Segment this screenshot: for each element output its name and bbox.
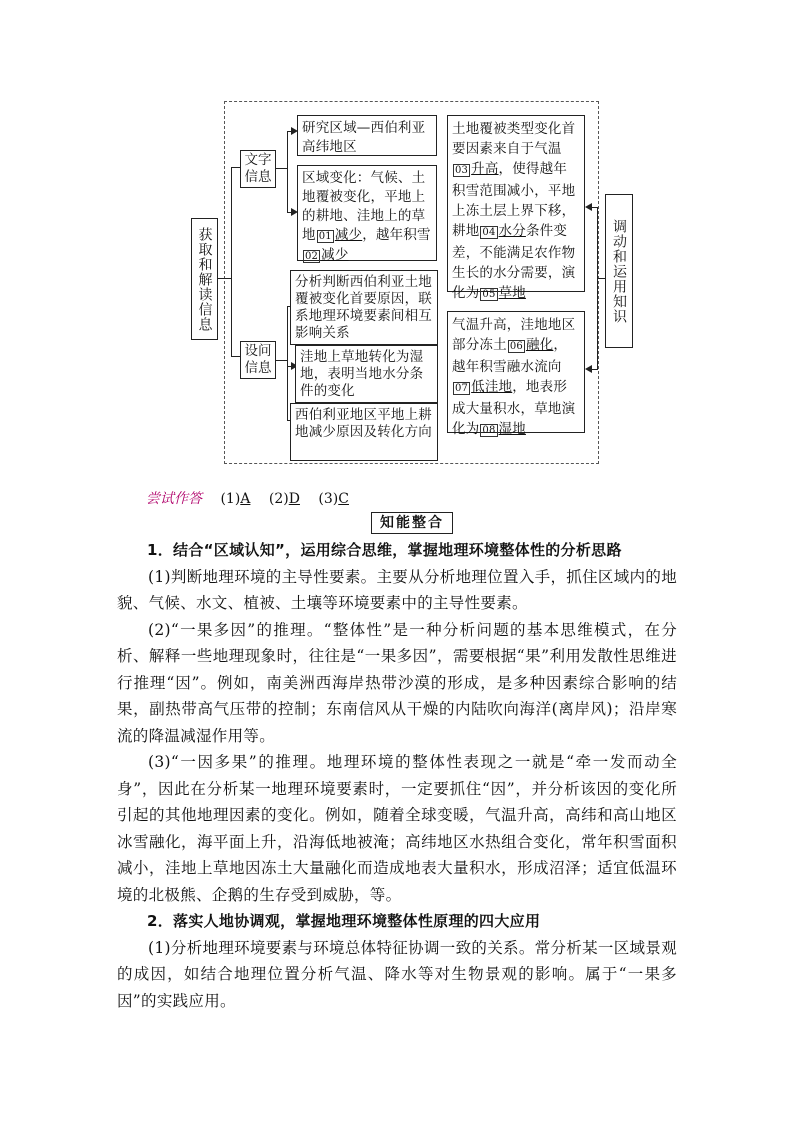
blank-number: 08 <box>482 425 496 436</box>
body-text <box>117 537 677 1014</box>
blank-number: 03 <box>455 165 469 176</box>
connector <box>591 207 598 208</box>
connector <box>287 131 288 213</box>
question-info-label: 设问信息 <box>240 341 276 379</box>
answer-blank: 水分 <box>498 223 526 239</box>
answer-1: (1)A <box>220 491 251 507</box>
research-area-box: 研究区域—西伯利亚高纬地区 <box>297 115 437 156</box>
question-box-3: 西伯利亚地区平地上耕地减少原因及转化方向 <box>290 403 438 461</box>
answer-row <box>146 488 363 508</box>
connector <box>276 168 287 169</box>
knowledge-box-1: 土地覆被类型变化首要因素来自于气温03 升高，使得越年积雪范围减小，平地上冻土层上界下移，耕地 04 水分条件变差，不能满足农作物生长的水分需要，演化为 05 草地 <box>447 115 585 292</box>
blank-number: 01 <box>318 231 332 242</box>
right-label: 调动和运用知识 <box>611 218 627 324</box>
connector <box>231 167 240 168</box>
paragraph-4: (1)分析地理环境要素与环境总体特征协调一致的关系。常分析某一区域景观的成因，如结合地理位置分析气温、降水等对生物景观的影响。属于“一果多因”的实践应用。 <box>117 938 677 1010</box>
left-label-box <box>191 218 218 340</box>
answer-blank: 草地 <box>498 285 526 301</box>
answer-blank: 融化 <box>525 337 554 353</box>
answer-blank: 减少 <box>334 227 363 243</box>
paragraph-3: (3)“一因多果”的推理。地理环境的整体性表现之一就是“牵一发而动全身”，因此在分析某一地理环境要素时，一定要抓住“因”，并分析该因的变化所引起的其他地理因素的变化。例如，随着全球变暖，气温升高，高纬和高山地区冰雪融化，海平面上升，沿海低地被淹；高纬地区水热组合变化，常年积雪面积减小，洼地上草地因冻土大量融化而造成地表大量积水，形成沼泽；适宜低温环境的北极熊、企鹅的生存受到威胁，等。 <box>117 753 677 904</box>
blank-number: 04 <box>482 227 496 238</box>
section-title: 知能整合 <box>371 512 453 534</box>
connector <box>276 360 287 361</box>
answer-label: 尝试作答 <box>146 491 202 507</box>
answer-blank: 减少 <box>321 247 349 263</box>
answer-blank: 升高 <box>471 161 499 177</box>
text-info-label: 文字信息 <box>240 150 276 188</box>
connector <box>231 356 240 357</box>
blank-number: 05 <box>482 289 496 300</box>
blank-number: 07 <box>455 383 469 394</box>
connector <box>218 278 232 279</box>
right-label-box <box>605 194 633 348</box>
left-label: 获取和解读信息 <box>196 226 213 332</box>
answer-blank: 低洼地 <box>471 379 513 395</box>
heading-2: 2．落实人地协调观，掌握地理环境整体性原理的四大应用 <box>147 912 541 930</box>
paragraph-1: (1)判断地理环境的主导性要素。主要从分析地理位置入手，抓住区域内的地貌、气候、水文、植被、土壤等环境要素中的主导性要素。 <box>117 567 677 612</box>
connector <box>591 369 598 370</box>
connector <box>231 167 232 357</box>
blank-number: 06 <box>509 341 523 352</box>
paragraph-2: (2)“一果多因”的推理。“整体性”是一种分析问题的基本思维模式，在分析、解释一些地理现象时，往往是“一果多因”，需要根据“果”利用发散性思维进行推理“因”。例如，南美洲西海岸热带沙漠的形成，是多种因素综合影响的结果，副热带高气压带的控制；东南信风从干燥的内陆吹向海洋(离岸风)；沿岸寒流的降温减湿作用等。 <box>117 620 677 745</box>
answer-3: (3)C <box>318 491 349 507</box>
question-box-2: 洼地上草地转化为湿地，表明当地水分条件的变化 <box>295 345 438 403</box>
question-box-1: 分析判断西伯利亚土地覆被变化首要原因，联系地理环境要素间相互影响关系 <box>290 270 438 345</box>
connector <box>287 306 288 421</box>
connector <box>597 207 598 370</box>
answer-blank: 湿地 <box>498 421 526 437</box>
arrow <box>585 365 592 373</box>
arrow <box>585 203 592 211</box>
blank-number: 02 <box>305 251 319 262</box>
knowledge-box-2: 气温升高，洼地地区部分冻土 06 融化，越年积雪融水流向07 低洼地，地表形成大量积水，草地演化为 08 湿地 <box>447 311 585 433</box>
region-change-box: 区域变化：气候、土地覆被变化，平地上的耕地、洼地上的草地 01 减少，越年积雪02 减少 <box>297 165 437 261</box>
answer-2: (2)D <box>268 491 300 507</box>
heading-1: 1．结合“区域认知”，运用综合思维，掌握地理环境整体性的分析思路 <box>147 541 622 559</box>
